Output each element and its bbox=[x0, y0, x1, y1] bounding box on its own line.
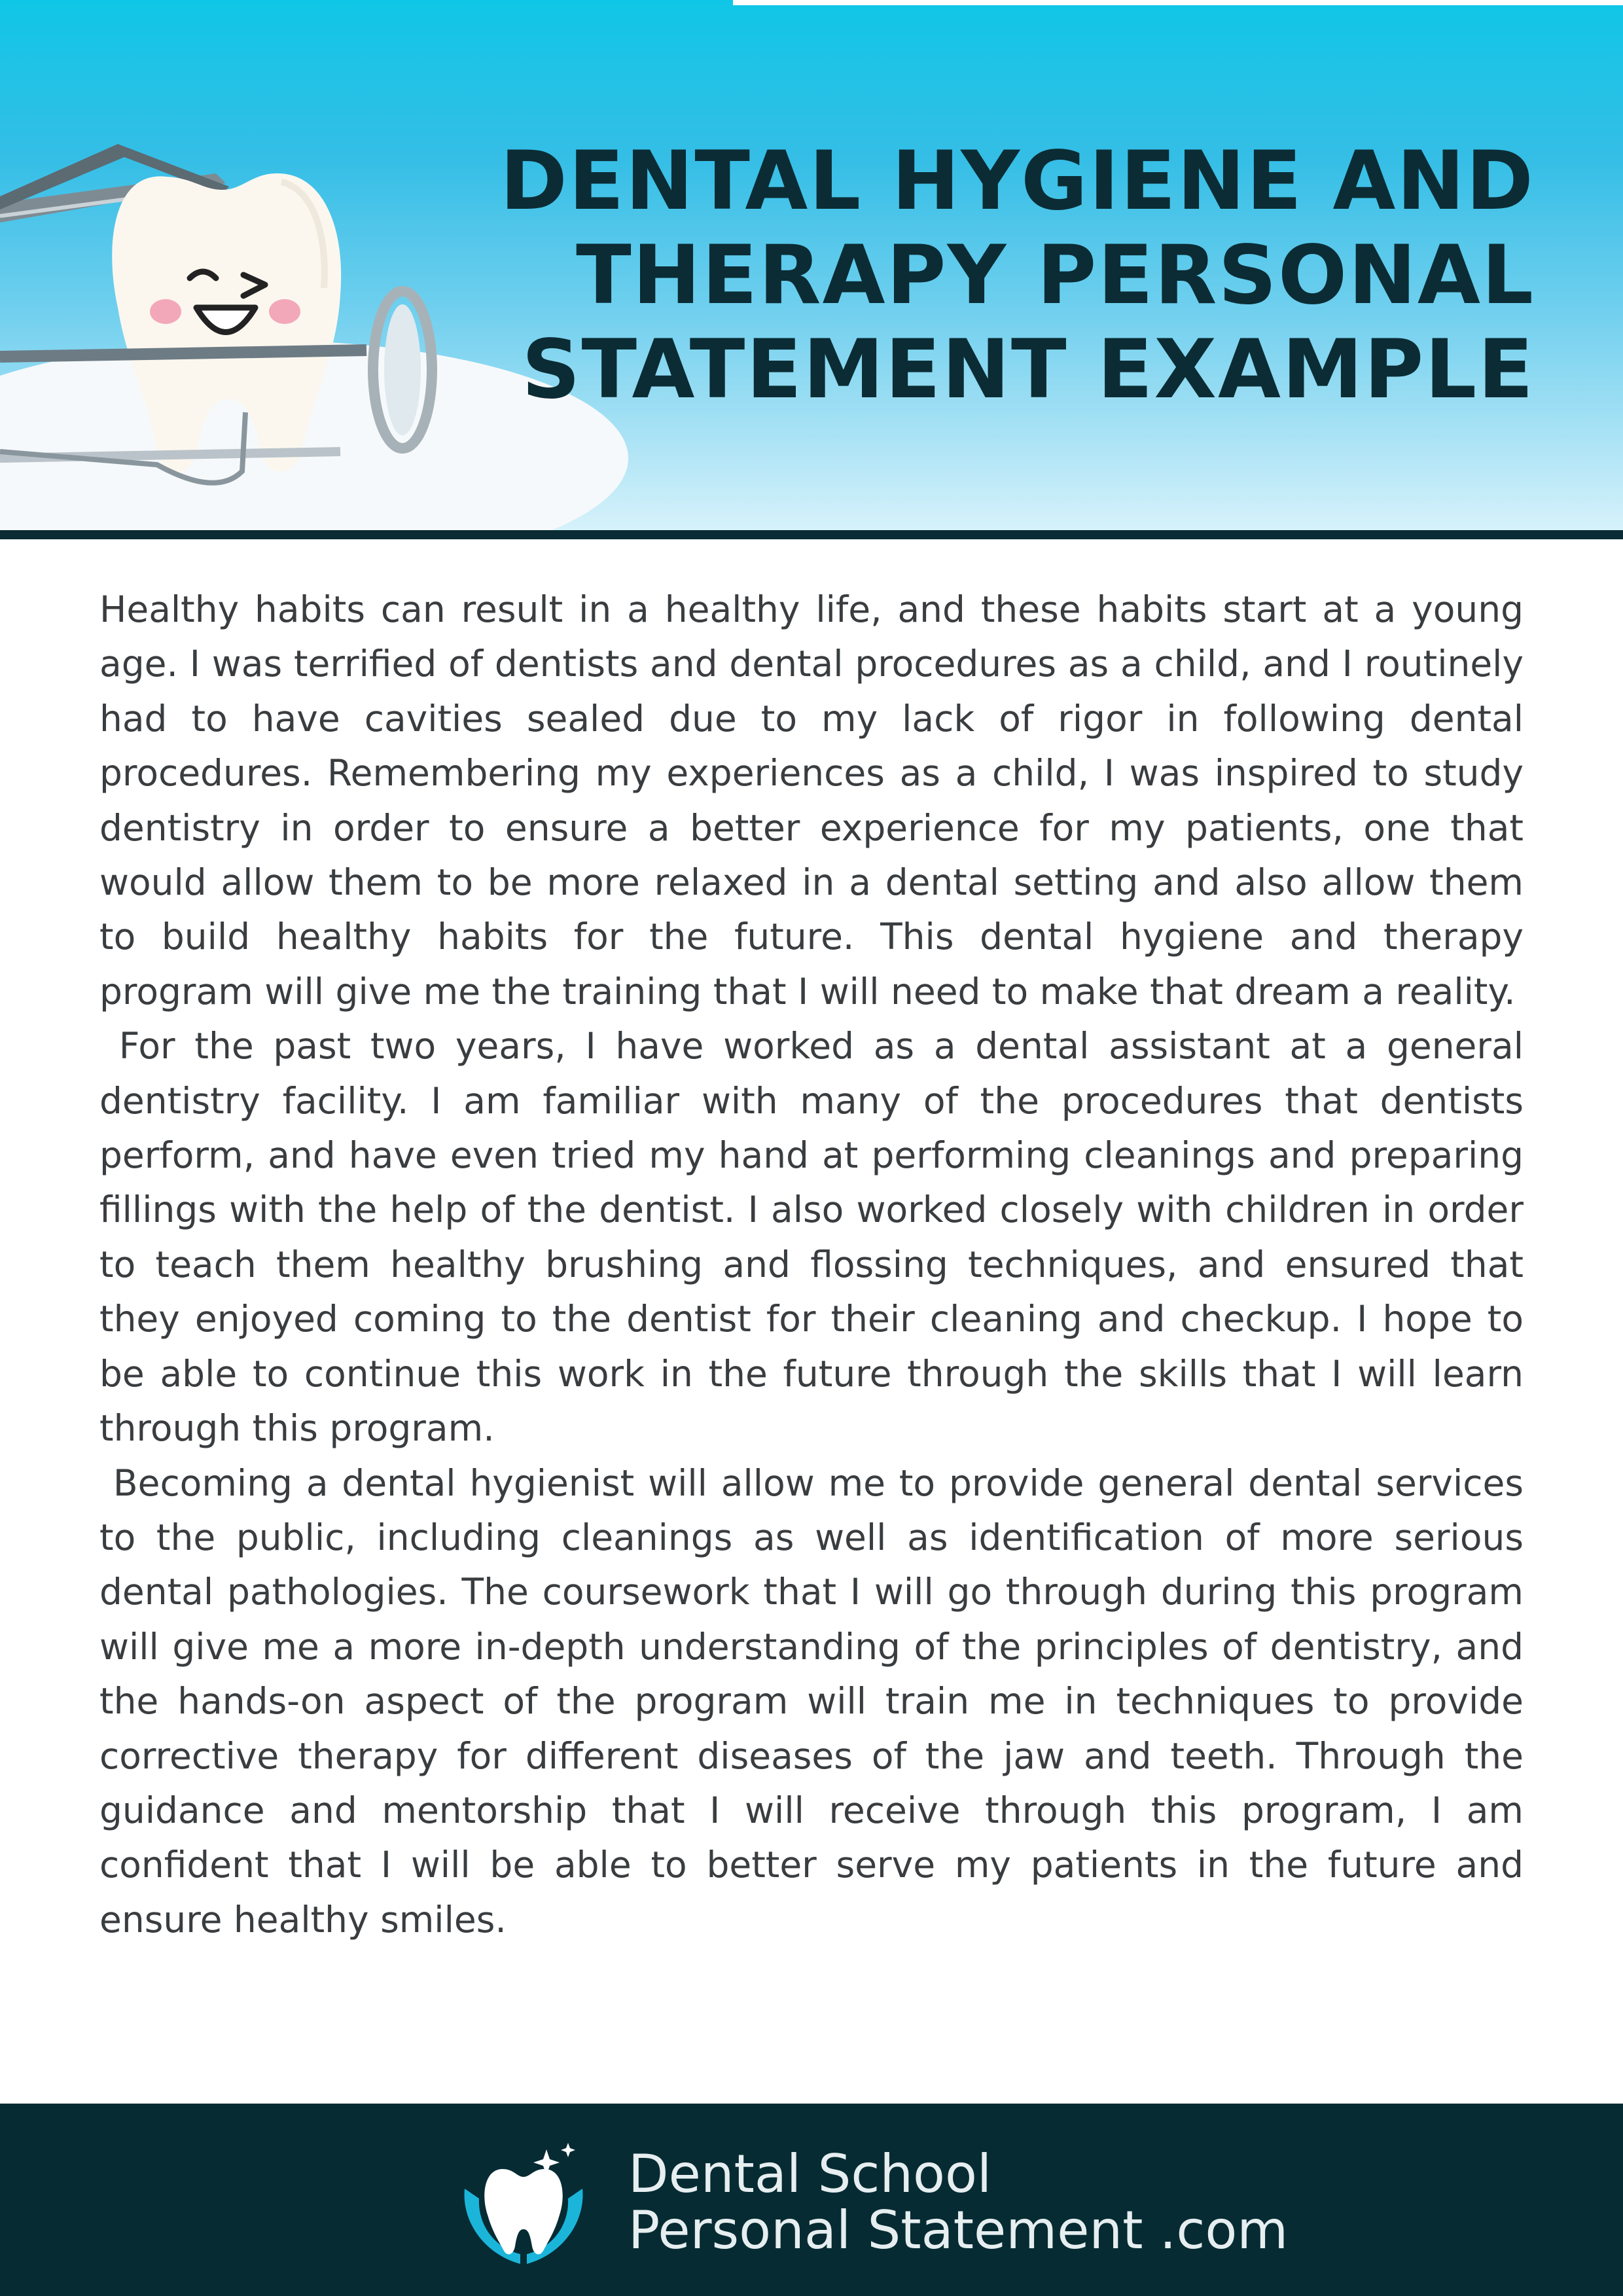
title-line: DENTAL HYGIENE AND bbox=[499, 134, 1535, 228]
tooth-hands-logo-icon bbox=[452, 2143, 596, 2267]
paragraph: Healthy habits can result in a healthy life, and these habits start at a young age. I was terrified of dentists and dental procedures as a child, and I routinely had to have cavities sealed due to my lack of rigor in following dental procedures. Remembering my experiences as a child, I was inspired to study dentistry in order to ensure a better experience for my patients, one that would allow them to be more relaxed in a dental setting and also allow them to build healthy habits for the future. This dental hygiene and therapy program will give me the training that I will need to make that dream a reality. bbox=[99, 588, 1524, 1013]
paragraph: Becoming a dental hygienist will allow me to provide general dental services to the public, including cleanings as well as identification of more serious dental pathologies. The coursework that I will go through during this program will give me a more in-depth understanding of the principles of dentistry, and the hands-on aspect of the program will train me in techniques to provide corrective therapy for different diseases of the jaw and teeth. Through the guidance and mentorship that I will receive through this program, I am confident that I will be able to better serve my patients in the future and ensure healthy smiles. bbox=[99, 1462, 1524, 1941]
right-cheek bbox=[269, 299, 300, 324]
brand-name bbox=[628, 2146, 1288, 2259]
banner-top-strip bbox=[733, 0, 1623, 5]
brand-line-1: Dental School bbox=[628, 2144, 992, 2204]
title-line: STATEMENT EXAMPLE bbox=[522, 323, 1535, 417]
title-line: THERAPY PERSONAL bbox=[576, 228, 1535, 323]
footer bbox=[0, 2104, 1623, 2296]
paragraph: For the past two years, I have worked as a dental assistant at a general dentistry facility. I am familiar with many of the procedures that dentists perform, and have even tried my hand at performing cleanings and preparing fillings with the help of the dentist. I also worked closely with children in order to teach them healthy brushing and flossing techniques, and ensured that they enjoyed coming to the dentist for their cleaning and checkup. I hope to be able to continue this work in the future through the skills that I will learn through this program. bbox=[99, 1025, 1524, 1450]
header-banner bbox=[0, 0, 1623, 530]
page-title bbox=[422, 134, 1535, 417]
brand-line-2: Personal Statement .com bbox=[628, 2200, 1289, 2261]
left-cheek bbox=[150, 299, 181, 324]
header-divider bbox=[0, 530, 1623, 539]
statement-body bbox=[99, 583, 1524, 1947]
